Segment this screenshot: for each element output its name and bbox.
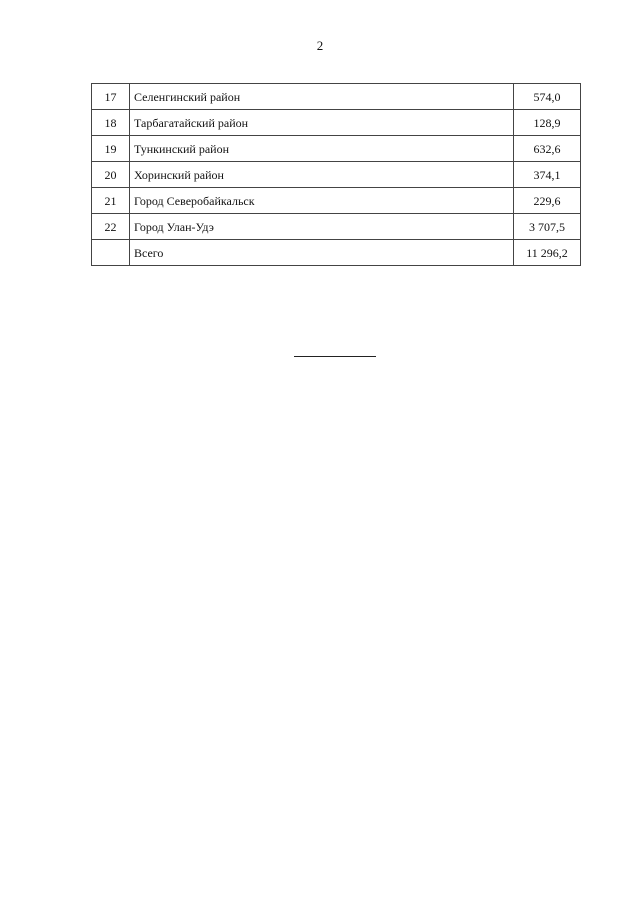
page-number: 2 <box>316 38 324 53</box>
table-row <box>92 136 581 162</box>
row-number: 18 <box>92 110 130 136</box>
amount-value: 128,9 <box>514 110 581 136</box>
total-label-text: Всего <box>134 245 164 260</box>
district-name: Тункинский район <box>130 136 514 162</box>
table-row <box>92 162 581 188</box>
row-number: 20 <box>92 162 130 188</box>
table-row <box>92 214 581 240</box>
amount-value: 229,6 <box>514 188 581 214</box>
end-separator-line <box>294 356 376 357</box>
table-row <box>92 110 581 136</box>
district-name: Хоринский район <box>130 162 514 188</box>
row-number: 19 <box>92 136 130 162</box>
amount-value: 374,1 <box>514 162 581 188</box>
total-label <box>130 240 514 266</box>
district-name: Город Северобайкальск <box>130 188 514 214</box>
row-number: 21 <box>92 188 130 214</box>
total-value: 11 296,2 <box>514 240 581 266</box>
amount-value: 632,6 <box>514 136 581 162</box>
district-name: Тарбагатайский район <box>130 110 514 136</box>
amount-value: 3 707,5 <box>514 214 581 240</box>
table-row <box>92 84 581 110</box>
row-number: 22 <box>92 214 130 240</box>
total-row <box>92 240 581 266</box>
data-table <box>91 83 581 266</box>
district-name: Селенгинский район <box>130 84 514 110</box>
total-empty-cell <box>92 240 130 266</box>
table-row <box>92 188 581 214</box>
district-name: Город Улан-Удэ <box>130 214 514 240</box>
row-number: 17 <box>92 84 130 110</box>
amount-value: 574,0 <box>514 84 581 110</box>
